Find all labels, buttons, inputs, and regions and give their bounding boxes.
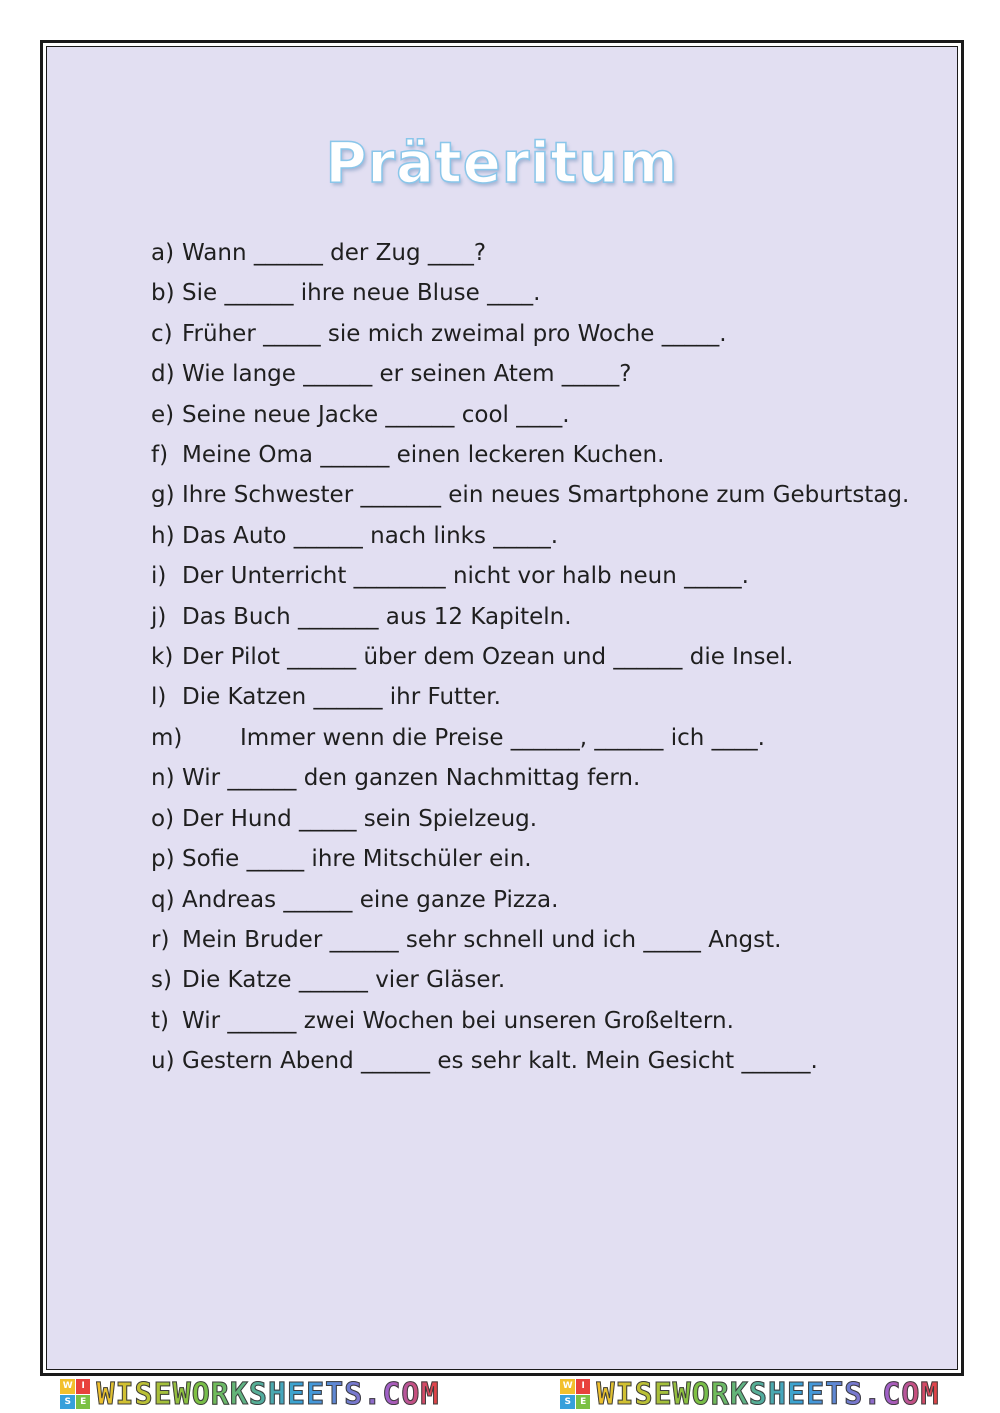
exercise-sentence: Ihre Schwester _______ ein neues Smartphone zum Geburtstag. [182, 482, 910, 509]
exercise-sentence: Wir ______ zwei Wochen bei unseren Großeltern. [182, 1007, 734, 1034]
exercise-item [151, 273, 911, 313]
exercise-label: e) [151, 401, 175, 428]
exercise-sentence: Der Hund _____ sein Spielzeug. [182, 805, 538, 832]
exercise-label: q) [151, 886, 175, 913]
exercise-sentence: Meine Oma ______ einen leckeren Kuchen. [182, 442, 665, 469]
exercise-label: i) [151, 563, 167, 590]
exercise-item [151, 516, 911, 556]
exercise-item [151, 597, 911, 637]
exercise-item [151, 718, 911, 758]
exercise-label: m) [151, 724, 183, 751]
logo-letter: I [76, 1379, 91, 1394]
logo-letter: E [576, 1395, 591, 1410]
logo-letter: S [60, 1395, 75, 1410]
exercise-label: n) [151, 765, 175, 792]
brand-logo-icon [60, 1379, 90, 1409]
exercise-sentence: Andreas ______ eine ganze Pizza. [182, 886, 559, 913]
exercise-label: f) [151, 442, 169, 469]
exercise-label: t) [151, 1007, 169, 1034]
exercise-sentence: Früher _____ sie mich zweimal pro Woche _____. [182, 320, 727, 347]
exercise-item [151, 233, 911, 273]
exercise-label: s) [151, 967, 172, 994]
exercise-sentence: Wir ______ den ganzen Nachmittag fern. [182, 765, 641, 792]
exercise-label: o) [151, 805, 175, 832]
exercise-label: r) [151, 926, 170, 953]
exercise-item [151, 475, 911, 515]
exercise-list [151, 233, 911, 1082]
exercise-sentence: Das Buch _______ aus 12 Kapiteln. [182, 603, 572, 630]
exercise-sentence: Sie ______ ihre neue Bluse ____. [182, 280, 541, 307]
exercise-item [151, 799, 911, 839]
brand-logo-icon [560, 1379, 590, 1409]
exercise-sentence: Die Katzen ______ ihr Futter. [182, 684, 501, 711]
exercise-sentence: Die Katze ______ vier Gläser. [182, 967, 506, 994]
exercise-item [151, 880, 911, 920]
exercise-sentence: Der Unterricht ________ nicht vor halb neun _____. [182, 563, 749, 590]
logo-letter: W [560, 1379, 575, 1394]
exercise-label: a) [151, 240, 175, 266]
logo-letter: W [60, 1379, 75, 1394]
exercise-item [151, 677, 911, 717]
exercise-item [151, 1041, 911, 1081]
brand-watermark [560, 1377, 939, 1412]
exercise-item [151, 637, 911, 677]
worksheet-title: Präteritum [325, 131, 679, 196]
exercise-label: d) [151, 361, 175, 388]
brand-watermark [60, 1377, 439, 1412]
exercise-sentence: Wann ______ der Zug ____? [182, 240, 487, 266]
worksheet-frame [40, 40, 964, 1376]
exercise-label: g) [151, 482, 175, 509]
exercise-sentence: Mein Bruder ______ sehr schnell und ich _____ Angst. [182, 926, 782, 953]
exercise-item [151, 839, 911, 879]
exercise-item [151, 1001, 911, 1041]
exercise-label: l) [151, 684, 167, 711]
exercise-sentence: Immer wenn die Preise ______, ______ ich ____. [240, 724, 765, 751]
exercise-label: b) [151, 280, 175, 307]
exercise-item [151, 435, 911, 475]
exercise-label: p) [151, 846, 175, 873]
exercise-label: c) [151, 320, 173, 347]
exercise-label: h) [151, 522, 175, 549]
exercise-item [151, 314, 911, 354]
brand-text: WISEWORKSHEETS.COM [96, 1376, 440, 1412]
logo-letter: E [76, 1395, 91, 1410]
exercise-sentence: Seine neue Jacke ______ cool ____. [182, 401, 570, 428]
exercise-label: u) [151, 1048, 175, 1075]
exercise-item [151, 395, 911, 435]
logo-letter: S [560, 1395, 575, 1410]
exercise-label: j) [151, 603, 167, 630]
exercise-label: k) [151, 644, 174, 671]
footer-watermark [0, 1375, 1000, 1413]
exercise-item [151, 920, 911, 960]
exercise-sentence: Sofie _____ ihre Mitschüler ein. [182, 846, 532, 873]
exercise-item [151, 354, 911, 394]
worksheet-page [46, 46, 958, 1370]
exercise-item [151, 758, 911, 798]
brand-text: WISEWORKSHEETS.COM [596, 1376, 940, 1412]
exercise-sentence: Gestern Abend ______ es sehr kalt. Mein Gesicht ______. [182, 1048, 818, 1075]
exercise-sentence: Der Pilot ______ über dem Ozean und ______ die Insel. [182, 644, 794, 671]
logo-letter: I [576, 1379, 591, 1394]
exercise-sentence: Das Auto ______ nach links _____. [182, 522, 559, 549]
exercise-item [151, 556, 911, 596]
exercise-sentence: Wie lange ______ er seinen Atem _____? [182, 361, 632, 388]
exercise-item [151, 960, 911, 1000]
